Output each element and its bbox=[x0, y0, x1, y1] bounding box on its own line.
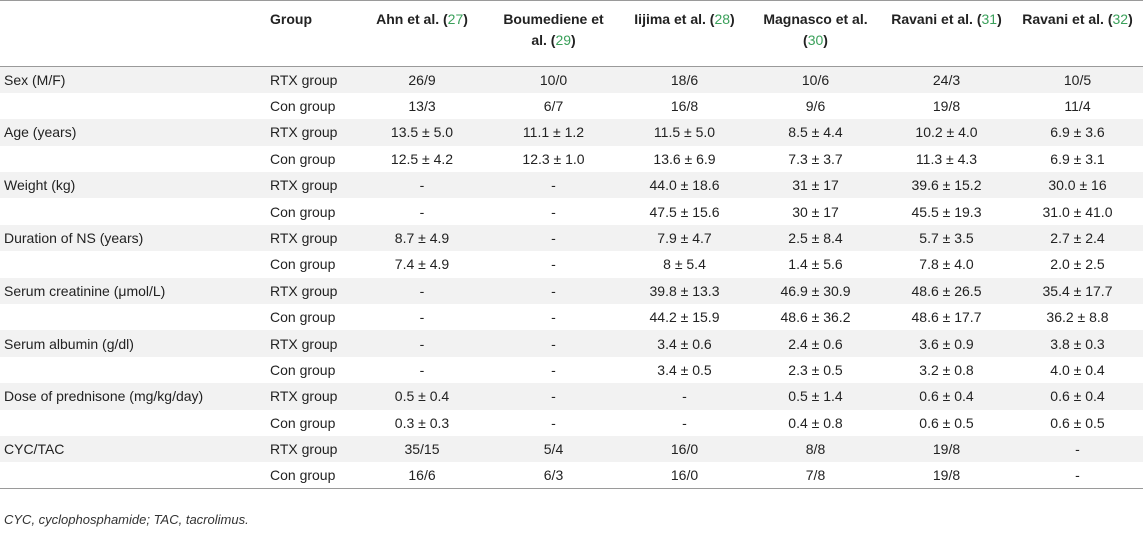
cell-value: 35/15 bbox=[404, 441, 440, 458]
cell-value: 11/4 bbox=[1064, 98, 1091, 115]
cell-value: 16/0 bbox=[670, 467, 699, 484]
cell-value: 3.4 ± 0.5 bbox=[657, 361, 712, 378]
cell-group: Con group bbox=[270, 309, 336, 326]
cell-value: 44.0 ± 18.6 bbox=[649, 177, 720, 194]
study-paren: ) bbox=[571, 32, 576, 48]
cell-value: 7.4 ± 4.9 bbox=[394, 256, 450, 273]
cell-group: RTX group bbox=[270, 335, 338, 352]
cell-value: 3.4 ± 0.6 bbox=[657, 335, 712, 352]
cell-value: 2.5 ± 8.4 bbox=[788, 230, 843, 247]
cell-value: 6.9 ± 3.6 bbox=[1050, 124, 1105, 141]
cell-value: - bbox=[551, 335, 556, 352]
cell-variable bbox=[0, 357, 252, 383]
cell-value: 48.6 ± 17.7 bbox=[911, 309, 982, 326]
cell-value: 48.6 ± 36.2 bbox=[780, 309, 851, 326]
cell-value: 3.2 ± 0.8 bbox=[919, 361, 974, 378]
header-row bbox=[0, 1, 1143, 67]
cell-variable: Serum creatinine (μmol/L) bbox=[4, 282, 166, 299]
cell-value: 12.5 ± 4.2 bbox=[390, 150, 454, 167]
cell-value: 8.5 ± 4.4 bbox=[788, 124, 843, 141]
cell-group: Con group bbox=[270, 467, 336, 484]
cell-value: - bbox=[419, 309, 425, 326]
cell-variable: Weight (kg) bbox=[4, 177, 76, 194]
cell-value: 1.4 ± 5.6 bbox=[788, 256, 843, 273]
cell-value: 18/6 bbox=[670, 71, 699, 88]
cell-group: Con group bbox=[270, 256, 336, 273]
cell-value: 11.5 ± 5.0 bbox=[653, 124, 716, 141]
reference-link[interactable]: 27 bbox=[447, 11, 464, 27]
cell-value: 13/3 bbox=[408, 98, 436, 115]
cell-variable: Age (years) bbox=[4, 124, 77, 141]
cell-value: 7/8 bbox=[805, 467, 826, 484]
header-study bbox=[881, 1, 1012, 67]
cell-value: 2.7 ± 2.4 bbox=[1050, 230, 1105, 247]
cell-value: 48.6 ± 26.5 bbox=[911, 282, 982, 299]
cell-value: 16/6 bbox=[408, 467, 436, 484]
cell-value: 2.3 ± 0.5 bbox=[788, 361, 843, 378]
cell-value: 7.3 ± 3.7 bbox=[788, 150, 843, 167]
cell-value: 8 ± 5.4 bbox=[663, 256, 706, 273]
study-paren: ) bbox=[1128, 11, 1133, 27]
cell-group: Con group bbox=[270, 98, 336, 115]
cell-value: 10/6 bbox=[801, 71, 830, 88]
cell-value: - bbox=[419, 335, 425, 352]
header-study bbox=[750, 1, 881, 67]
cell-value: 5.7 ± 3.5 bbox=[919, 230, 974, 247]
header-study bbox=[1012, 1, 1143, 67]
cell-value: 31 ± 17 bbox=[792, 177, 839, 194]
cell-group: RTX group bbox=[270, 230, 338, 247]
cell-value: - bbox=[551, 203, 556, 220]
study-name: Magnasco et al. ( bbox=[763, 11, 868, 48]
study-name: Boumediene et al. ( bbox=[503, 11, 604, 48]
table-row bbox=[0, 198, 1143, 224]
table-row bbox=[0, 304, 1143, 330]
table-row bbox=[0, 330, 1143, 356]
cell-value: 7.8 ± 4.0 bbox=[919, 256, 974, 273]
cell-value: 10.2 ± 4.0 bbox=[915, 124, 978, 141]
cell-value: - bbox=[1075, 441, 1080, 458]
cell-value: 39.6 ± 15.2 bbox=[911, 177, 982, 194]
cell-value: 35.4 ± 17.7 bbox=[1042, 282, 1113, 299]
reference-link[interactable]: 31 bbox=[981, 11, 998, 27]
cell-variable: Duration of NS (years) bbox=[4, 230, 144, 247]
cell-value: 36.2 ± 8.8 bbox=[1046, 309, 1109, 326]
cell-value: 12.3 ± 1.0 bbox=[522, 150, 585, 167]
table-row bbox=[0, 410, 1143, 436]
cell-value: 10/5 bbox=[1063, 71, 1092, 88]
cell-value: 0.4 ± 0.8 bbox=[788, 414, 843, 431]
cell-value: 6.9 ± 3.1 bbox=[1050, 150, 1105, 167]
cell-group: Con group bbox=[270, 361, 336, 378]
cell-value: 2.0 ± 2.5 bbox=[1050, 256, 1105, 273]
cell-value: 0.5 ± 1.4 bbox=[788, 388, 843, 405]
cell-group: Con group bbox=[270, 203, 336, 220]
study-paren: ) bbox=[730, 11, 735, 27]
cell-value: - bbox=[682, 414, 687, 431]
header-variable bbox=[0, 1, 252, 67]
cell-value: 19/8 bbox=[932, 98, 961, 115]
cell-variable bbox=[0, 198, 252, 224]
cell-group: RTX group bbox=[270, 441, 338, 458]
cell-value: 30.0 ± 16 bbox=[1048, 177, 1107, 194]
table-row bbox=[0, 251, 1143, 277]
cell-value: 10/0 bbox=[539, 71, 568, 88]
table-row bbox=[0, 67, 1143, 93]
cell-value: 0.6 ± 0.5 bbox=[919, 414, 974, 431]
cell-value: - bbox=[419, 203, 425, 220]
cell-variable: Serum albumin (g/dl) bbox=[4, 335, 134, 352]
cell-variable bbox=[0, 146, 252, 172]
study-paren: ) bbox=[463, 11, 468, 27]
table-footnote: CYC, cyclophosphamide; TAC, tacrolimus. bbox=[4, 512, 249, 527]
header-group: Group bbox=[270, 11, 312, 27]
cell-value: 4.0 ± 0.4 bbox=[1050, 361, 1105, 378]
cell-group: RTX group bbox=[270, 71, 338, 88]
cell-value: - bbox=[682, 388, 687, 405]
cell-value: 7.9 ± 4.7 bbox=[657, 230, 712, 247]
cell-value: - bbox=[551, 282, 556, 299]
cell-variable: CYC/TAC bbox=[4, 441, 65, 458]
cell-value: 6/7 bbox=[543, 98, 564, 115]
cell-value: 19/8 bbox=[932, 441, 961, 458]
table-row bbox=[0, 383, 1143, 409]
cell-value: 45.5 ± 19.3 bbox=[911, 203, 982, 220]
cell-value: 13.6 ± 6.9 bbox=[653, 150, 716, 167]
cell-value: 30 ± 17 bbox=[792, 203, 839, 220]
study-paren: ) bbox=[997, 11, 1002, 27]
cell-value: 11.3 ± 4.3 bbox=[915, 150, 978, 167]
cell-value: 16/0 bbox=[670, 441, 699, 458]
cell-value: - bbox=[551, 309, 556, 326]
table-row bbox=[0, 93, 1143, 119]
cell-value: 2.4 ± 0.6 bbox=[788, 335, 843, 352]
study-name: Ravani et al. ( bbox=[891, 11, 982, 27]
cell-value: - bbox=[419, 361, 425, 378]
cell-value: - bbox=[419, 177, 425, 194]
cell-value: 39.8 ± 13.3 bbox=[649, 282, 720, 299]
table-body bbox=[0, 67, 1143, 489]
cell-value: 26/9 bbox=[408, 71, 436, 88]
cell-value: - bbox=[551, 177, 556, 194]
cell-value: - bbox=[419, 282, 425, 299]
study-name: Iijima et al. ( bbox=[634, 11, 715, 27]
cell-value: - bbox=[551, 414, 556, 431]
cell-value: 11.1 ± 1.2 bbox=[522, 124, 585, 141]
table-row bbox=[0, 278, 1143, 304]
cell-value: - bbox=[1075, 467, 1080, 484]
cell-value: 46.9 ± 30.9 bbox=[780, 282, 851, 299]
cell-value: 5/4 bbox=[543, 441, 564, 458]
table-row bbox=[0, 357, 1143, 383]
cell-value: 0.5 ± 0.4 bbox=[394, 388, 450, 405]
cell-value: 0.6 ± 0.4 bbox=[1050, 388, 1105, 405]
cell-value: 16/8 bbox=[670, 98, 699, 115]
cell-value: 31.0 ± 41.0 bbox=[1042, 203, 1113, 220]
cell-value: - bbox=[551, 361, 556, 378]
cell-group: RTX group bbox=[270, 388, 338, 405]
cell-value: 8.7 ± 4.9 bbox=[394, 230, 450, 247]
cell-value: 47.5 ± 15.6 bbox=[649, 203, 720, 220]
study-paren: ) bbox=[823, 32, 828, 48]
header-study bbox=[619, 1, 750, 67]
cell-variable bbox=[0, 462, 252, 488]
table-row bbox=[0, 146, 1143, 172]
cell-value: - bbox=[551, 230, 556, 247]
header-study bbox=[356, 1, 488, 67]
cell-value: - bbox=[551, 256, 556, 273]
cell-group: RTX group bbox=[270, 124, 338, 141]
table-row bbox=[0, 436, 1143, 462]
cell-value: 19/8 bbox=[932, 467, 961, 484]
cell-value: 0.3 ± 0.3 bbox=[394, 414, 450, 431]
cell-group: RTX group bbox=[270, 282, 338, 299]
cell-value: 3.6 ± 0.9 bbox=[919, 335, 974, 352]
cell-value: 3.8 ± 0.3 bbox=[1050, 335, 1105, 352]
cell-value: 8/8 bbox=[805, 441, 826, 458]
cell-group: Con group bbox=[270, 414, 336, 431]
reference-link[interactable]: 28 bbox=[714, 11, 731, 27]
cell-variable: Dose of prednisone (mg/kg/day) bbox=[4, 388, 204, 405]
reference-link[interactable]: 29 bbox=[555, 32, 572, 48]
table-row bbox=[0, 225, 1143, 251]
cell-group: Con group bbox=[270, 150, 336, 167]
table-row bbox=[0, 172, 1143, 198]
cell-variable bbox=[0, 304, 252, 330]
header-study bbox=[488, 1, 619, 67]
cell-value: 24/3 bbox=[932, 71, 961, 88]
reference-link[interactable]: 30 bbox=[807, 32, 824, 48]
cell-variable bbox=[0, 251, 252, 277]
cell-variable bbox=[0, 410, 252, 436]
cell-value: - bbox=[551, 388, 556, 405]
study-name: Ahn et al. ( bbox=[376, 11, 448, 27]
study-name: Ravani et al. ( bbox=[1022, 11, 1113, 27]
cell-value: 6/3 bbox=[543, 467, 564, 484]
cell-value: 0.6 ± 0.5 bbox=[1050, 414, 1105, 431]
cell-value: 44.2 ± 15.9 bbox=[649, 309, 720, 326]
reference-link[interactable]: 32 bbox=[1112, 11, 1129, 27]
cell-group: RTX group bbox=[270, 177, 338, 194]
table-row bbox=[0, 462, 1143, 488]
cell-variable: Sex (M/F) bbox=[4, 71, 66, 88]
cell-value: 9/6 bbox=[805, 98, 826, 115]
cell-variable bbox=[0, 93, 252, 119]
cell-value: 13.5 ± 5.0 bbox=[390, 124, 454, 141]
cell-value: 0.6 ± 0.4 bbox=[919, 388, 974, 405]
table-row bbox=[0, 119, 1143, 145]
